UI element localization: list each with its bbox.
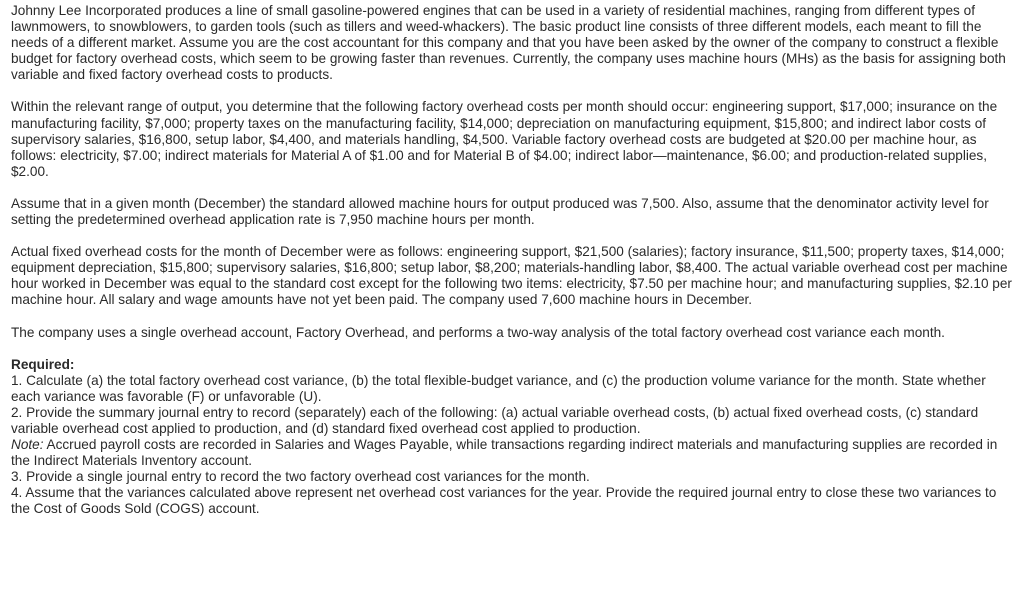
required-item-2: 2. Provide the summary journal entry to record (separately) each of the following: (a) actual variable overhead costs, (b) actual fixed overhead costs, (c) standard variable overhead cost applied to production, and (d) standard fixed overhead cost applied to production.	[11, 404, 979, 436]
required-item-1: 1. Calculate (a) the total factory overhead cost variance, (b) the total flexible-budget variance, and (c) the production volume variance for the month. State whether each variance was favorable (F) or unfavorable (U).	[11, 372, 986, 404]
intro-paragraph: Johnny Lee Incorporated produces a line of small gasoline-powered engines that can be used in a variety of residential machines, ranging from different types of lawnmowers, to snowblowers, to garden tools (such as tillers and weed-whackers). The basic product line consists of three different models, each meant to fill the needs of a different market. Assume you are the cost accountant for this company and that you have been asked by the owner of the company to construct a flexible budget for factory overhead costs, which seem to be growing faster than revenues. Currently, the company uses machine hours (MHs) as the basis for assigning both variable and fixed factory overhead costs to products.	[11, 3, 1006, 83]
note-text: Accrued payroll costs are recorded in Salaries and Wages Payable, while transactions regarding indirect materials and manufacturing supplies are recorded in the Indirect Materials Inventory account.	[11, 437, 998, 469]
activity-level-paragraph: Assume that in a given month (December) the standard allowed machine hours for output produced was 7,500. Also, assume that the denominator activity level for setting the predetermined overhead application rate is 7,950 machine hours per month.	[11, 195, 989, 228]
required-item-3: 3. Provide a single journal entry to record the two factory overhead cost variances for the month.	[11, 469, 590, 485]
required-heading: Required:	[11, 356, 75, 372]
note-label: Note:	[11, 437, 44, 453]
required-item-4: 4. Assume that the variances calculated above represent net overhead cost variances for the year. Provide the required journal entry to close these two variances to the Cost of Goods Sold (COGS) account.	[11, 485, 997, 517]
budgeted-costs-paragraph: Within the relevant range of output, you determine that the following factory overhead costs per month should occur: engineering support, $17,000; insurance on the manufacturing facility, $7,000; property taxes on the manufacturing facility, $14,000; depreciation on manufacturing equipment, $15,800; and indirect labor costs of supervisory salaries, $16,800, setup labor, $4,400, and materials handling, $4,500. Variable factory overhead costs are budgeted at $20.00 per machine hour, as follows: electricity, $7.00; indirect materials for Material A of $1.00 and for Material B of $4.00; indirect labor—maintenance, $6.00; and production-related supplies, $2.00.	[11, 99, 998, 179]
problem-document	[11, 3, 1016, 518]
required-note	[11, 437, 1016, 469]
required-section	[11, 357, 1016, 518]
overhead-account-paragraph: The company uses a single overhead account, Factory Overhead, and performs a two-way analysis of the total factory overhead cost variance each month.	[11, 324, 945, 340]
actual-costs-paragraph: Actual fixed overhead costs for the month of December were as follows: engineering support, $21,500 (salaries); factory insurance, $11,500; property taxes, $14,000; equipment depreciation, $15,800; supervisory salaries, $16,800; setup labor, $8,200; materials-handling labor, $8,400. The actual variable overhead cost per machine hour worked in December was equal to the standard cost except for the following two items: electricity, $7.50 per machine hour; and manufacturing supplies, $2.10 per machine hour. All salary and wage amounts have not yet been paid. The company used 7,600 machine hours in December.	[11, 244, 1012, 308]
